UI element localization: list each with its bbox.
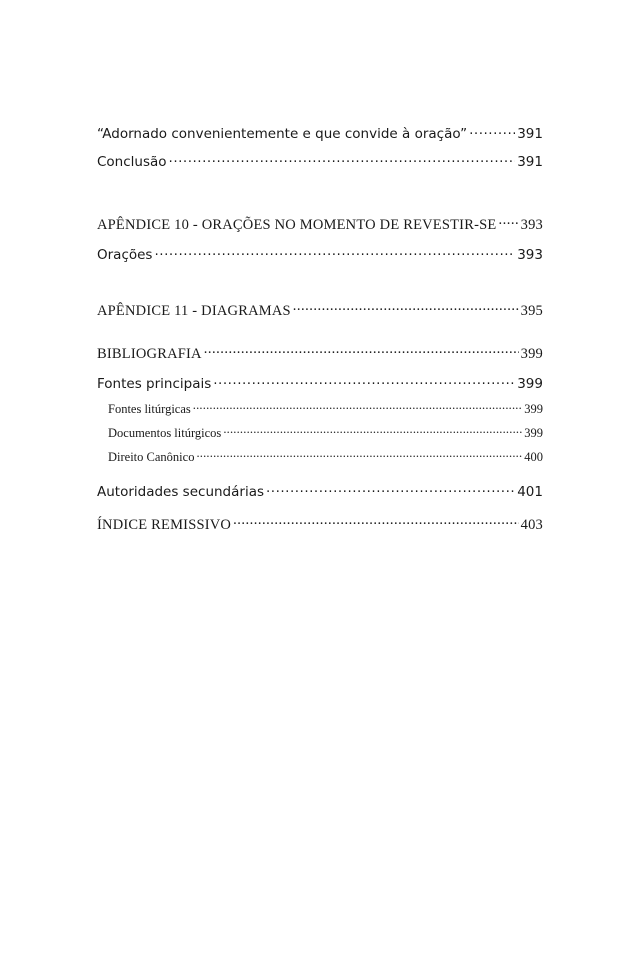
toc-subentry [108,400,543,417]
toc-entry [97,343,543,363]
toc-entry-page: 393 [517,246,543,263]
dot-leader [213,374,515,388]
toc-entry-title: APÊNDICE 11 - DIAGRAMAS [97,302,291,319]
dot-leader [154,245,515,259]
toc-entry-title: APÊNDICE 10 - ORAÇÕES NO MOMENTO DE REVESTIR-SE [97,216,497,233]
toc-entry-title: ÍNDICE REMISSIVO [97,516,232,533]
toc-subentry [108,424,543,441]
toc-entry-title: Direito Canônico [108,449,195,464]
toc-entry-title: Autoridades secundárias [97,483,265,500]
toc-entry [97,214,543,234]
toc-entry [97,124,543,142]
toc-entry-title: Fontes litúrgicas [108,401,191,416]
toc-entry-page: 399 [524,401,543,416]
toc-entry-page: 399 [517,375,543,392]
dot-leader [233,514,519,529]
toc-entry-page: 395 [520,302,543,319]
toc-entry [97,245,543,263]
dot-leader [204,343,519,358]
toc-entry-page: 401 [517,483,543,500]
toc-entry-title: Fontes principais [97,375,212,392]
toc-subentry [108,448,543,465]
toc-entry-page: 393 [520,216,543,233]
toc-entry-page: 399 [524,425,543,440]
toc-entry-title: Orações [97,246,153,263]
toc-entry [97,152,543,170]
toc-entry-page: 391 [517,125,543,142]
toc-entry-title: BIBLIOGRAFIA [97,345,202,362]
toc-entry [97,300,543,320]
toc-entry-page: 400 [524,449,543,464]
dot-leader [169,152,516,166]
dot-leader [193,400,522,413]
dot-leader [196,448,522,461]
toc-entry-title: Conclusão [97,153,167,170]
toc-entry [97,482,543,500]
dot-leader [498,214,518,229]
dot-leader [293,300,519,315]
dot-leader [223,424,522,437]
toc-entry-title: Documentos litúrgicos [108,425,222,440]
toc-entry-title: “Adornado convenientemente e que convide à oração” [97,125,468,142]
toc-entry [97,374,543,392]
toc-entry-page: 403 [520,516,543,533]
dot-leader [469,124,515,138]
toc-entry [97,514,543,534]
toc-entry-page: 399 [520,345,543,362]
dot-leader [266,482,515,496]
toc-entry-page: 391 [517,153,543,170]
